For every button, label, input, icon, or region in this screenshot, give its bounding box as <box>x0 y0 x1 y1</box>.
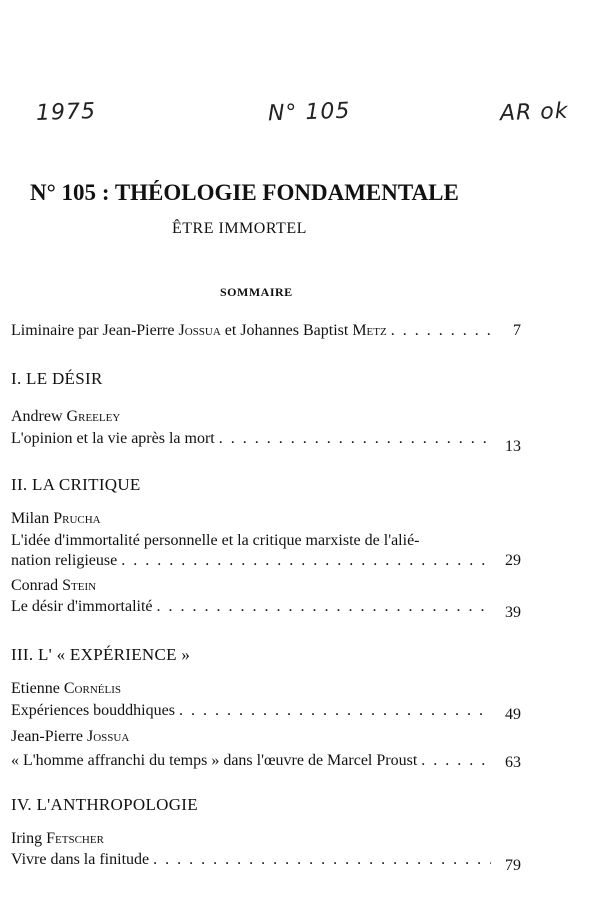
article-author: Iring Fetscher <box>11 830 104 847</box>
toc-entry <box>11 552 521 570</box>
issue-theme: THÉOLOGIE FONDAMENTALE <box>114 180 459 205</box>
leader-dots <box>153 851 491 869</box>
section-heading: I. LE DÉSIR <box>11 369 103 388</box>
leader-dots <box>421 752 491 770</box>
leader-dots <box>157 598 491 616</box>
handwritten-year: 1975 <box>35 98 97 127</box>
article-title: Vivre dans la finitude <box>11 851 150 868</box>
article-title: L'idée d'immortalité personnelle et la critique marxiste de l'alié- <box>11 532 420 549</box>
page-number: 7 <box>513 322 521 339</box>
section-heading: II. LA CRITIQUE <box>11 475 141 494</box>
article-title-continued: nation religieuse <box>11 552 118 569</box>
handwritten-number: N° 105 <box>267 98 351 127</box>
section-heading: III. L' « EXPÉRIENCE » <box>11 645 191 664</box>
page-number: 13 <box>505 438 521 455</box>
toc-entry <box>11 752 521 770</box>
handwritten-note: AR ok <box>499 98 569 127</box>
issue-subtitle: ÊTRE IMMORTEL <box>172 220 307 237</box>
article-title: Le désir d'immortalité <box>11 598 153 615</box>
issue-title <box>30 180 510 206</box>
page-number: 79 <box>505 857 521 874</box>
liminaire-text: Liminaire par Jean-Pierre Jossua et Johannes Baptist Metz <box>11 322 387 339</box>
page-number: 49 <box>505 706 521 723</box>
toc-entry <box>11 851 521 874</box>
article-author: Etienne Cornélis <box>11 680 121 697</box>
sommaire-heading: SOMMAIRE <box>220 285 293 299</box>
article-title: « L'homme affranchi du temps » dans l'œuvre de Marcel Proust <box>11 752 418 769</box>
leader-dots <box>391 322 491 340</box>
toc-entry-title-line <box>11 532 521 550</box>
article-author: Conrad Stein <box>11 577 97 594</box>
leader-dots <box>219 430 491 448</box>
leader-dots <box>179 702 491 720</box>
section-heading: IV. L'ANTHROPOLOGIE <box>11 795 198 814</box>
toc-entry <box>11 430 521 455</box>
article-title: L'opinion et la vie après la mort <box>11 430 215 447</box>
article-author: Andrew Greeley <box>11 408 121 425</box>
liminaire-entry <box>11 322 521 340</box>
article-author: Milan Prucha <box>11 510 101 527</box>
issue-number: N° 105 <box>30 180 97 205</box>
page-number: 29 <box>505 552 521 569</box>
leader-dots <box>121 552 491 570</box>
article-author: Jean-Pierre Jossua <box>11 728 130 745</box>
page-number: 39 <box>505 604 521 621</box>
page-number: 63 <box>505 754 521 771</box>
article-title: Expériences bouddhiques <box>11 702 175 719</box>
toc-entry <box>11 702 521 723</box>
title-separator: : <box>96 180 115 205</box>
toc-entry <box>11 598 521 621</box>
